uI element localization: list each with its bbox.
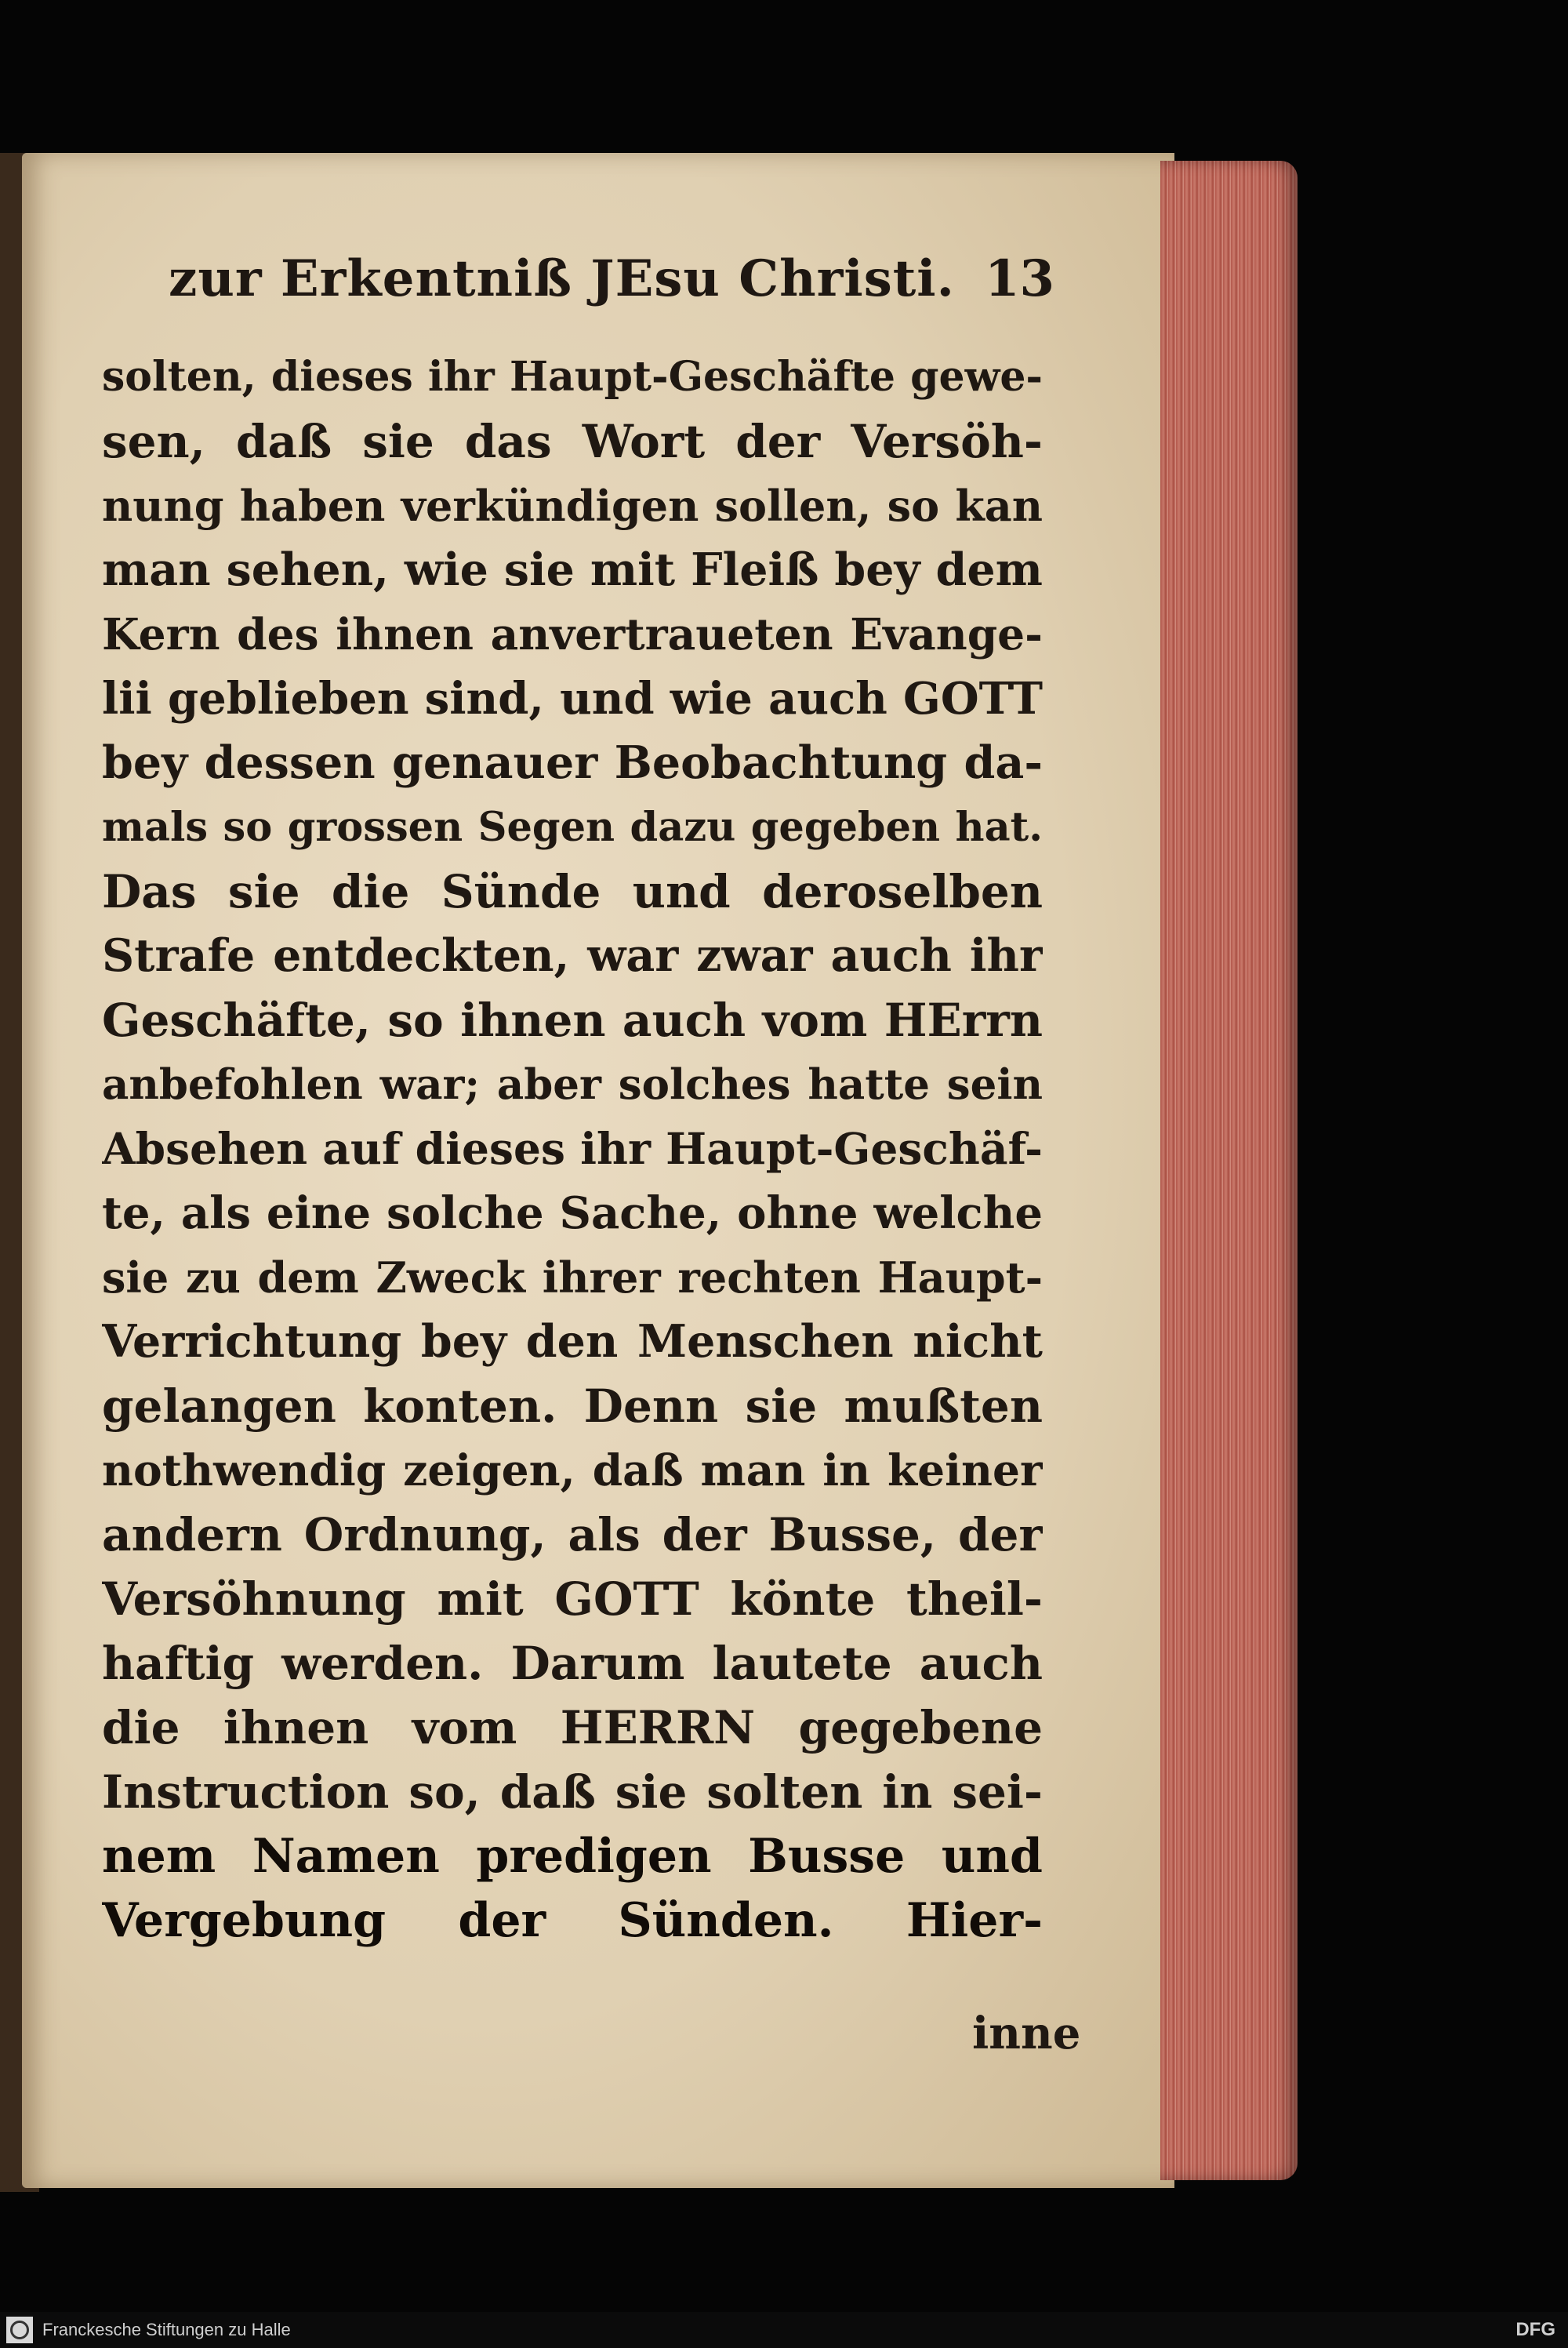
funder-logo: DFG xyxy=(1515,2319,1555,2340)
text-line: nothwendig zeigen, daß man in keiner xyxy=(102,1445,1043,1496)
text-line: te, als eine solche Sache, ohne welche xyxy=(102,1187,1043,1239)
institution-logo-icon xyxy=(6,2317,33,2343)
text-line: anbefohlen war; aber solches hatte sein xyxy=(102,1060,1043,1109)
text-line: gelangen konten. Denn sie mußten xyxy=(102,1379,1043,1433)
body-text xyxy=(102,345,1043,1953)
text-line: man sehen, wie sie mit Fleiß bey dem xyxy=(102,543,1043,596)
page-number: 13 xyxy=(984,249,1054,308)
text-line: nem Namen predigen Busse und xyxy=(102,1829,1043,1884)
text-line: Kern des ihnen anvertraueten Evange- xyxy=(102,609,1043,660)
text-line: Geschäfte, so ihnen auch vom HErrn xyxy=(102,994,1043,1047)
text-line: die ihnen vom HERRN gegebene xyxy=(102,1701,1043,1754)
footer-left xyxy=(0,2317,291,2343)
text-line: haftig werden. Darum lautete auch xyxy=(102,1637,1043,1690)
text-line: lii geblieben sind, und wie auch GOTT xyxy=(102,673,1043,725)
text-line: Das sie die Sünde und deroselben xyxy=(102,865,1043,918)
text-line: solten, dieses ihr Haupt-Geschäfte gewe- xyxy=(102,353,1043,401)
institution-name: Franckesche Stiftungen zu Halle xyxy=(42,2320,291,2339)
text-line: bey dessen genauer Beobachtung da- xyxy=(102,736,1043,789)
text-line: andern Ordnung, als der Busse, der xyxy=(102,1508,1043,1561)
footer-bar xyxy=(0,2312,1568,2348)
text-line: Strafe entdeckten, war zwar auch ihr xyxy=(102,929,1043,982)
text-line: nung haben verkündigen sollen, so kan xyxy=(102,481,1043,531)
text-line: Verrichtung bey den Menschen nicht xyxy=(102,1315,1043,1368)
page-edges xyxy=(1160,161,1298,2180)
text-line: Instruction so, daß sie solten in sei- xyxy=(102,1765,1043,1819)
text-line: Absehen auf dieses ihr Haupt-Geschäf- xyxy=(102,1123,1043,1174)
text-line: mals so grossen Segen dazu gegeben hat. xyxy=(102,804,1043,851)
text-line: Vergebung der Sünden. Hier- xyxy=(102,1893,1043,1948)
running-title: zur Erkentniß JEsu Christi. xyxy=(169,249,955,308)
catchword: inne xyxy=(972,2008,1081,2059)
text-line: sen, daß sie das Wort der Versöh- xyxy=(102,415,1043,468)
page-header xyxy=(169,235,1054,322)
text-line: Versöhnung mit GOTT könte theil- xyxy=(102,1572,1043,1626)
text-line: sie zu dem Zweck ihrer rechten Haupt- xyxy=(102,1252,1043,1303)
